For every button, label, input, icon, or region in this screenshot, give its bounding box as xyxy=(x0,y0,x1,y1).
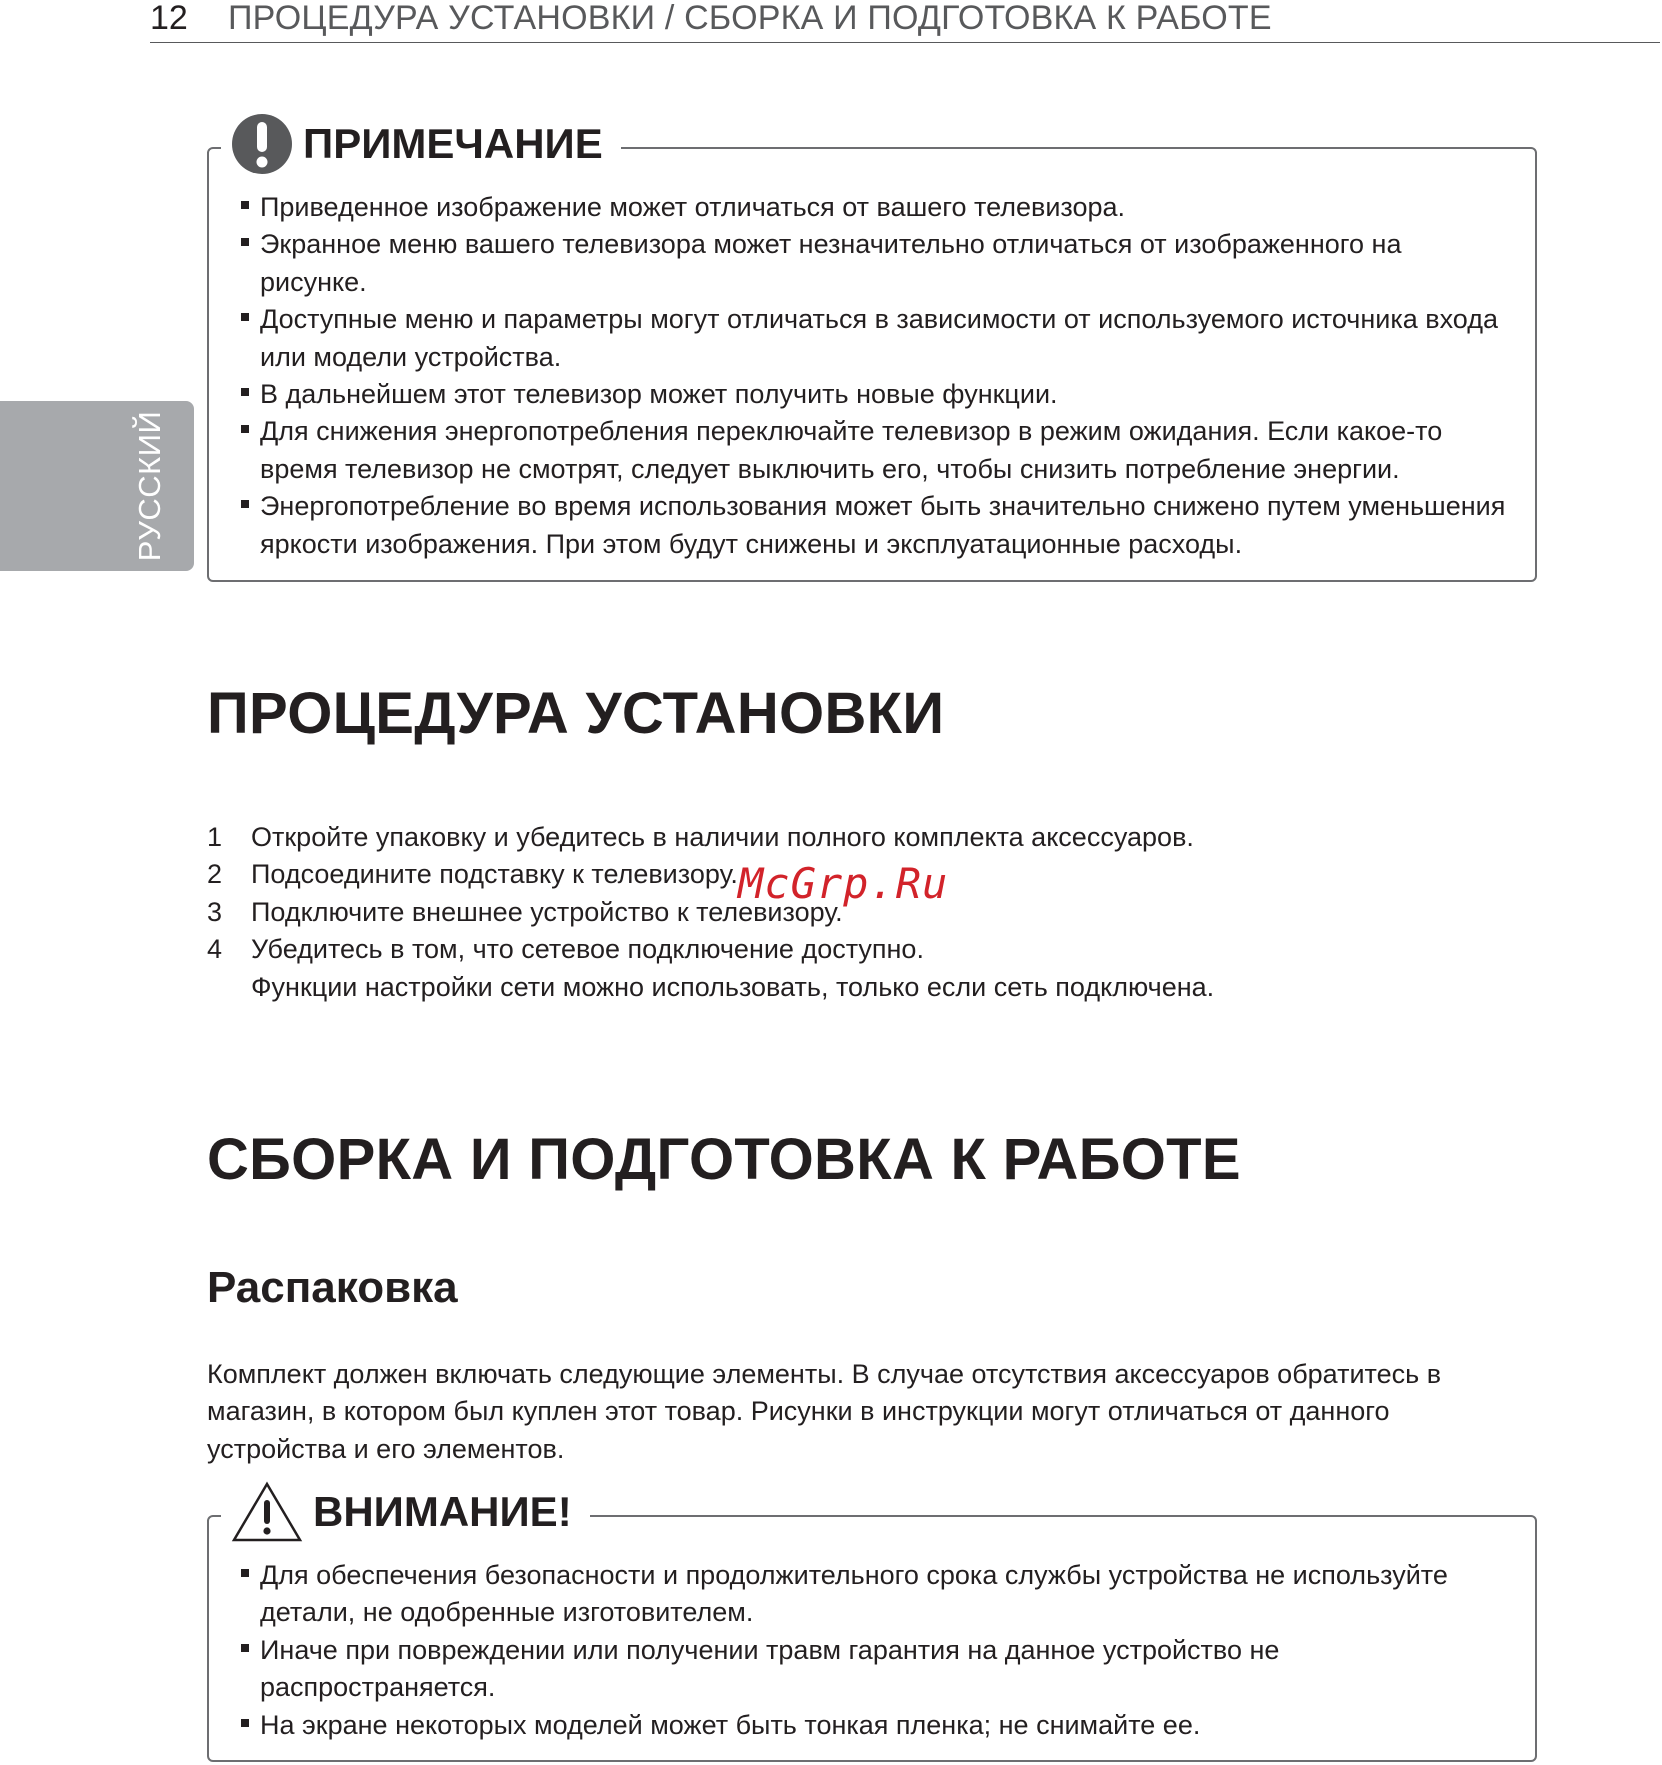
install-steps xyxy=(207,819,1307,1006)
note-box-header xyxy=(221,113,621,175)
note-item: Энергопотребление во время использования может быть значительно снижено путем уменьшения яркости изображения. При этом будут снижены и эксплуатационные расходы. xyxy=(237,488,1515,563)
caution-item: Для обеспечения безопасности и продолжительного срока службы устройства не используйте детали, не одобренные изготовителем. xyxy=(237,1557,1515,1632)
step-number: 4 xyxy=(207,934,223,965)
install-step xyxy=(207,819,1307,856)
language-tab xyxy=(0,401,194,571)
step-text: Подключите внешнее устройство к телевизору. xyxy=(251,896,843,927)
install-step xyxy=(207,931,1307,968)
step-text: Убедитесь в том, что сетевое подключение доступно. xyxy=(251,934,924,965)
exclamation-circle-icon xyxy=(231,113,293,175)
caution-box-header xyxy=(221,1481,590,1543)
running-header-title: ПРОЦЕДУРА УСТАНОВКИ / СБОРКА И ПОДГОТОВКА К РАБОТЕ xyxy=(228,0,1272,37)
caution-item: На экране некоторых моделей может быть тонкая пленка; не снимайте ее. xyxy=(237,1707,1515,1744)
step-number: 2 xyxy=(207,859,223,890)
caution-title: ВНИМАНИЕ! xyxy=(313,1488,572,1535)
caution-list xyxy=(237,1557,1515,1744)
note-box xyxy=(207,120,1537,582)
assembly-heading: СБОРКА И ПОДГОТОВКА К РАБОТЕ xyxy=(207,1127,1241,1192)
note-item: Приведенное изображение может отличаться от вашего телевизора. xyxy=(237,189,1515,226)
unpacking-paragraph: Комплект должен включать следующие элементы. В случае отсутствия аксессуаров обратитесь в магазин, в котором был куплен этот товар. Рисунки в инструкции могут отличаться от данного устройства и его элементов. xyxy=(207,1359,1442,1464)
note-item: Доступные меню и параметры могут отличаться в зависимости от используемого источника входа или модели устройства. xyxy=(237,301,1515,376)
note-item: Для снижения энергопотребления переключайте телевизор в режим ожидания. Если какое-то время телевизор не смотрят, следует выключить его, чтобы снизить потребление энергии. xyxy=(237,413,1515,488)
page-number: 12 xyxy=(150,0,188,37)
step-text: Откройте упаковку и убедитесь в наличии полного комплекта аксессуаров. xyxy=(251,822,1194,852)
caution-item: Иначе при повреждении или получении травм гарантия на данное устройство не распространяется. xyxy=(237,1632,1515,1707)
note-title: ПРИМЕЧАНИЕ xyxy=(303,120,603,167)
running-header xyxy=(150,0,1660,43)
install-heading: ПРОЦЕДУРА УСТАНОВКИ xyxy=(207,681,945,746)
note-list xyxy=(237,189,1515,563)
step-4-note: Функции настройки сети можно использовать, только если сеть подключена. xyxy=(251,971,1215,1002)
step-number: 3 xyxy=(207,896,223,927)
step-number: 1 xyxy=(207,822,223,852)
language-tab-label: РУССКИЙ xyxy=(132,410,167,562)
caution-box xyxy=(207,1488,1537,1762)
step-text: Подсоедините подставку к телевизору. xyxy=(251,859,738,890)
note-item: Экранное меню вашего телевизора может незначительно отличаться от изображенного на рисунке. xyxy=(237,226,1515,301)
unpacking-heading: Распаковка xyxy=(207,1263,458,1312)
watermark: McGrp.Ru xyxy=(738,859,949,908)
warning-triangle-icon xyxy=(231,1481,303,1543)
note-item: В дальнейшем этот телевизор может получить новые функции. xyxy=(237,376,1515,413)
